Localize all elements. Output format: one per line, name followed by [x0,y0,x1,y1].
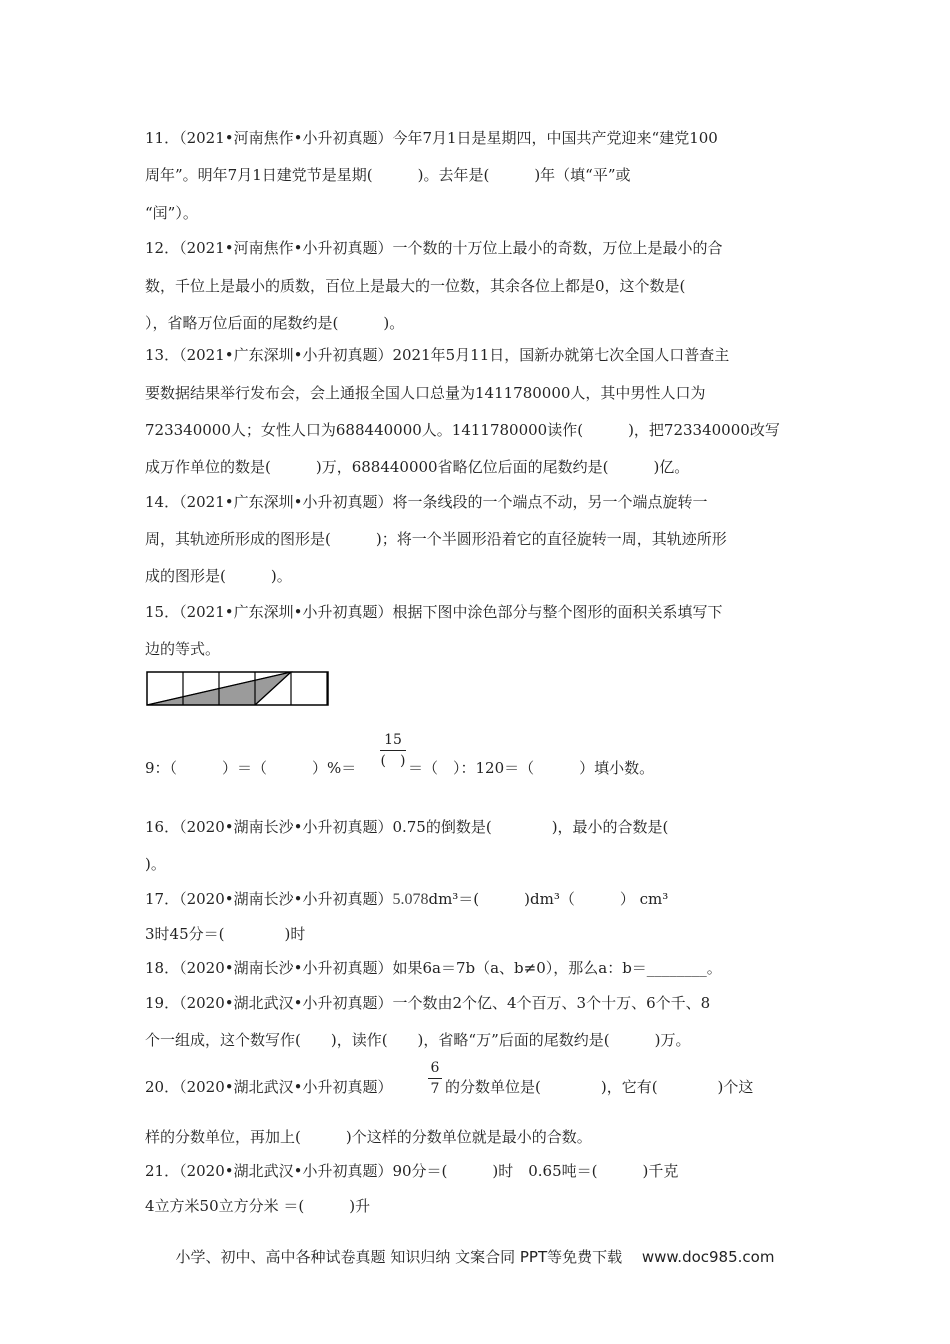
q13-line-2: 要数据结果举行发布会，会上通报全国人口总量为1411780000人，其中男性人口为 [145,384,706,402]
q20-line-1-prefix: 20．（2020•湖北武汉•小升初真题） [145,1078,393,1096]
q21-line-2: 4立方米50立方分米 ＝( )升 [145,1197,371,1215]
q15-line-1: 15．（2021•广东深圳•小升初真题）根据下图中涂色部分与整个图形的面积关系填写下 [145,603,723,621]
q15-fraction-numerator: 15 [384,732,402,748]
q14-line-1: 14．（2021•广东深圳•小升初真题）将一条线段的一个端点不动，另一个端点旋转一 [145,493,708,511]
q17-rest: dm³＝( )dm³（ ） cm³ [428,890,669,908]
q15-fraction [380,732,406,769]
q17-line-1 [145,889,668,910]
q19-line-2: 个一组成，这个数写作( )，读作( )，省略“万”后面的尾数约是( )万。 [145,1031,691,1049]
q20-line-2: 样的分数单位，再加上( )个这样的分数单位就是最小的合数。 [145,1128,592,1146]
q20-fraction [428,1060,442,1097]
q20-fraction-numerator: 6 [430,1060,440,1076]
q13-line-1: 13．（2021•广东深圳•小升初真题）2021年5月11日，国新办就第七次全国人口普查主 [145,346,730,364]
q15-fraction-denominator: ( ) [380,753,406,769]
q15-equation-right: ＝（ ）：120＝（ ）填小数。 [408,759,655,777]
q20-line-1-rest: 的分数单位是( )，它有( )个这 [445,1078,754,1096]
fraction-bar [380,750,406,751]
q11-line-2: 周年”。明年7月1日建党节是星期( )。去年是( )年（填“平”或 [145,166,631,184]
q16-line-2: )。 [145,855,166,873]
q21-line-1: 21．（2020•湖北武汉•小升初真题）90分＝( )时 0.65吨＝( )千克 [145,1162,679,1180]
q14-line-2: 周，其轨迹所形成的图形是( )；将一个半圆形沿着它的直径旋转一周，其轨迹所形 [145,530,727,548]
q19-line-1: 19．（2020•湖北武汉•小升初真题）一个数由2个亿、4个百万、3个十万、6个千、8 [145,994,711,1012]
q18-line-1: 18．（2020•湖南长沙•小升初真题）如果6a＝7b（a、b≠0），那么a：b＝________。 [145,959,722,977]
q12-line-1: 12．（2021•河南焦作•小升初真题）一个数的十万位上最小的奇数，万位上是最小的合 [145,239,723,257]
q15-line-2: 边的等式。 [145,640,221,658]
q14-line-3: 成的图形是( )。 [145,567,292,585]
q15-equation-left: 9：（ ）＝（ ）%＝ [145,759,357,777]
q20-fraction-denominator: 7 [430,1081,440,1097]
q13-line-4: 成万作单位的数是( )万，688440000省略亿位后面的尾数约是( )亿。 [145,458,690,476]
q17-line-2: 3时45分＝( )时 [145,925,306,943]
q17-prefix: 17．（2020•湖南长沙•小升初真题） [145,890,393,908]
shaded-figure-svg [146,671,330,707]
q11-line-1: 11．（2021•河南焦作•小升初真题）今年7月1日是星期四，中国共产党迎来“建党100 [145,129,718,147]
q17-value: 5.078 [392,891,429,908]
shaded-rectangle-figure [146,671,330,711]
q12-line-3: ），省略万位后面的尾数约是( )。 [145,314,405,332]
q12-line-2: 数，千位上是最小的质数，百位上是最大的一位数，其余各位上都是0，这个数是( [145,277,686,295]
q13-line-3: 723340000人；女性人口为688440000人。1411780000读作( )，把723340000改写 [145,421,780,439]
q11-line-3: “闰”）。 [145,204,198,222]
page-footer: 小学、初中、高中各种试卷真题 知识归纳 文案合同 PPT等免费下载 www.doc985.com [175,1248,775,1266]
q16-line-1: 16．（2020•湖南长沙•小升初真题）0.75的倒数是( )，最小的合数是( [145,818,669,836]
fraction-bar [428,1078,442,1079]
